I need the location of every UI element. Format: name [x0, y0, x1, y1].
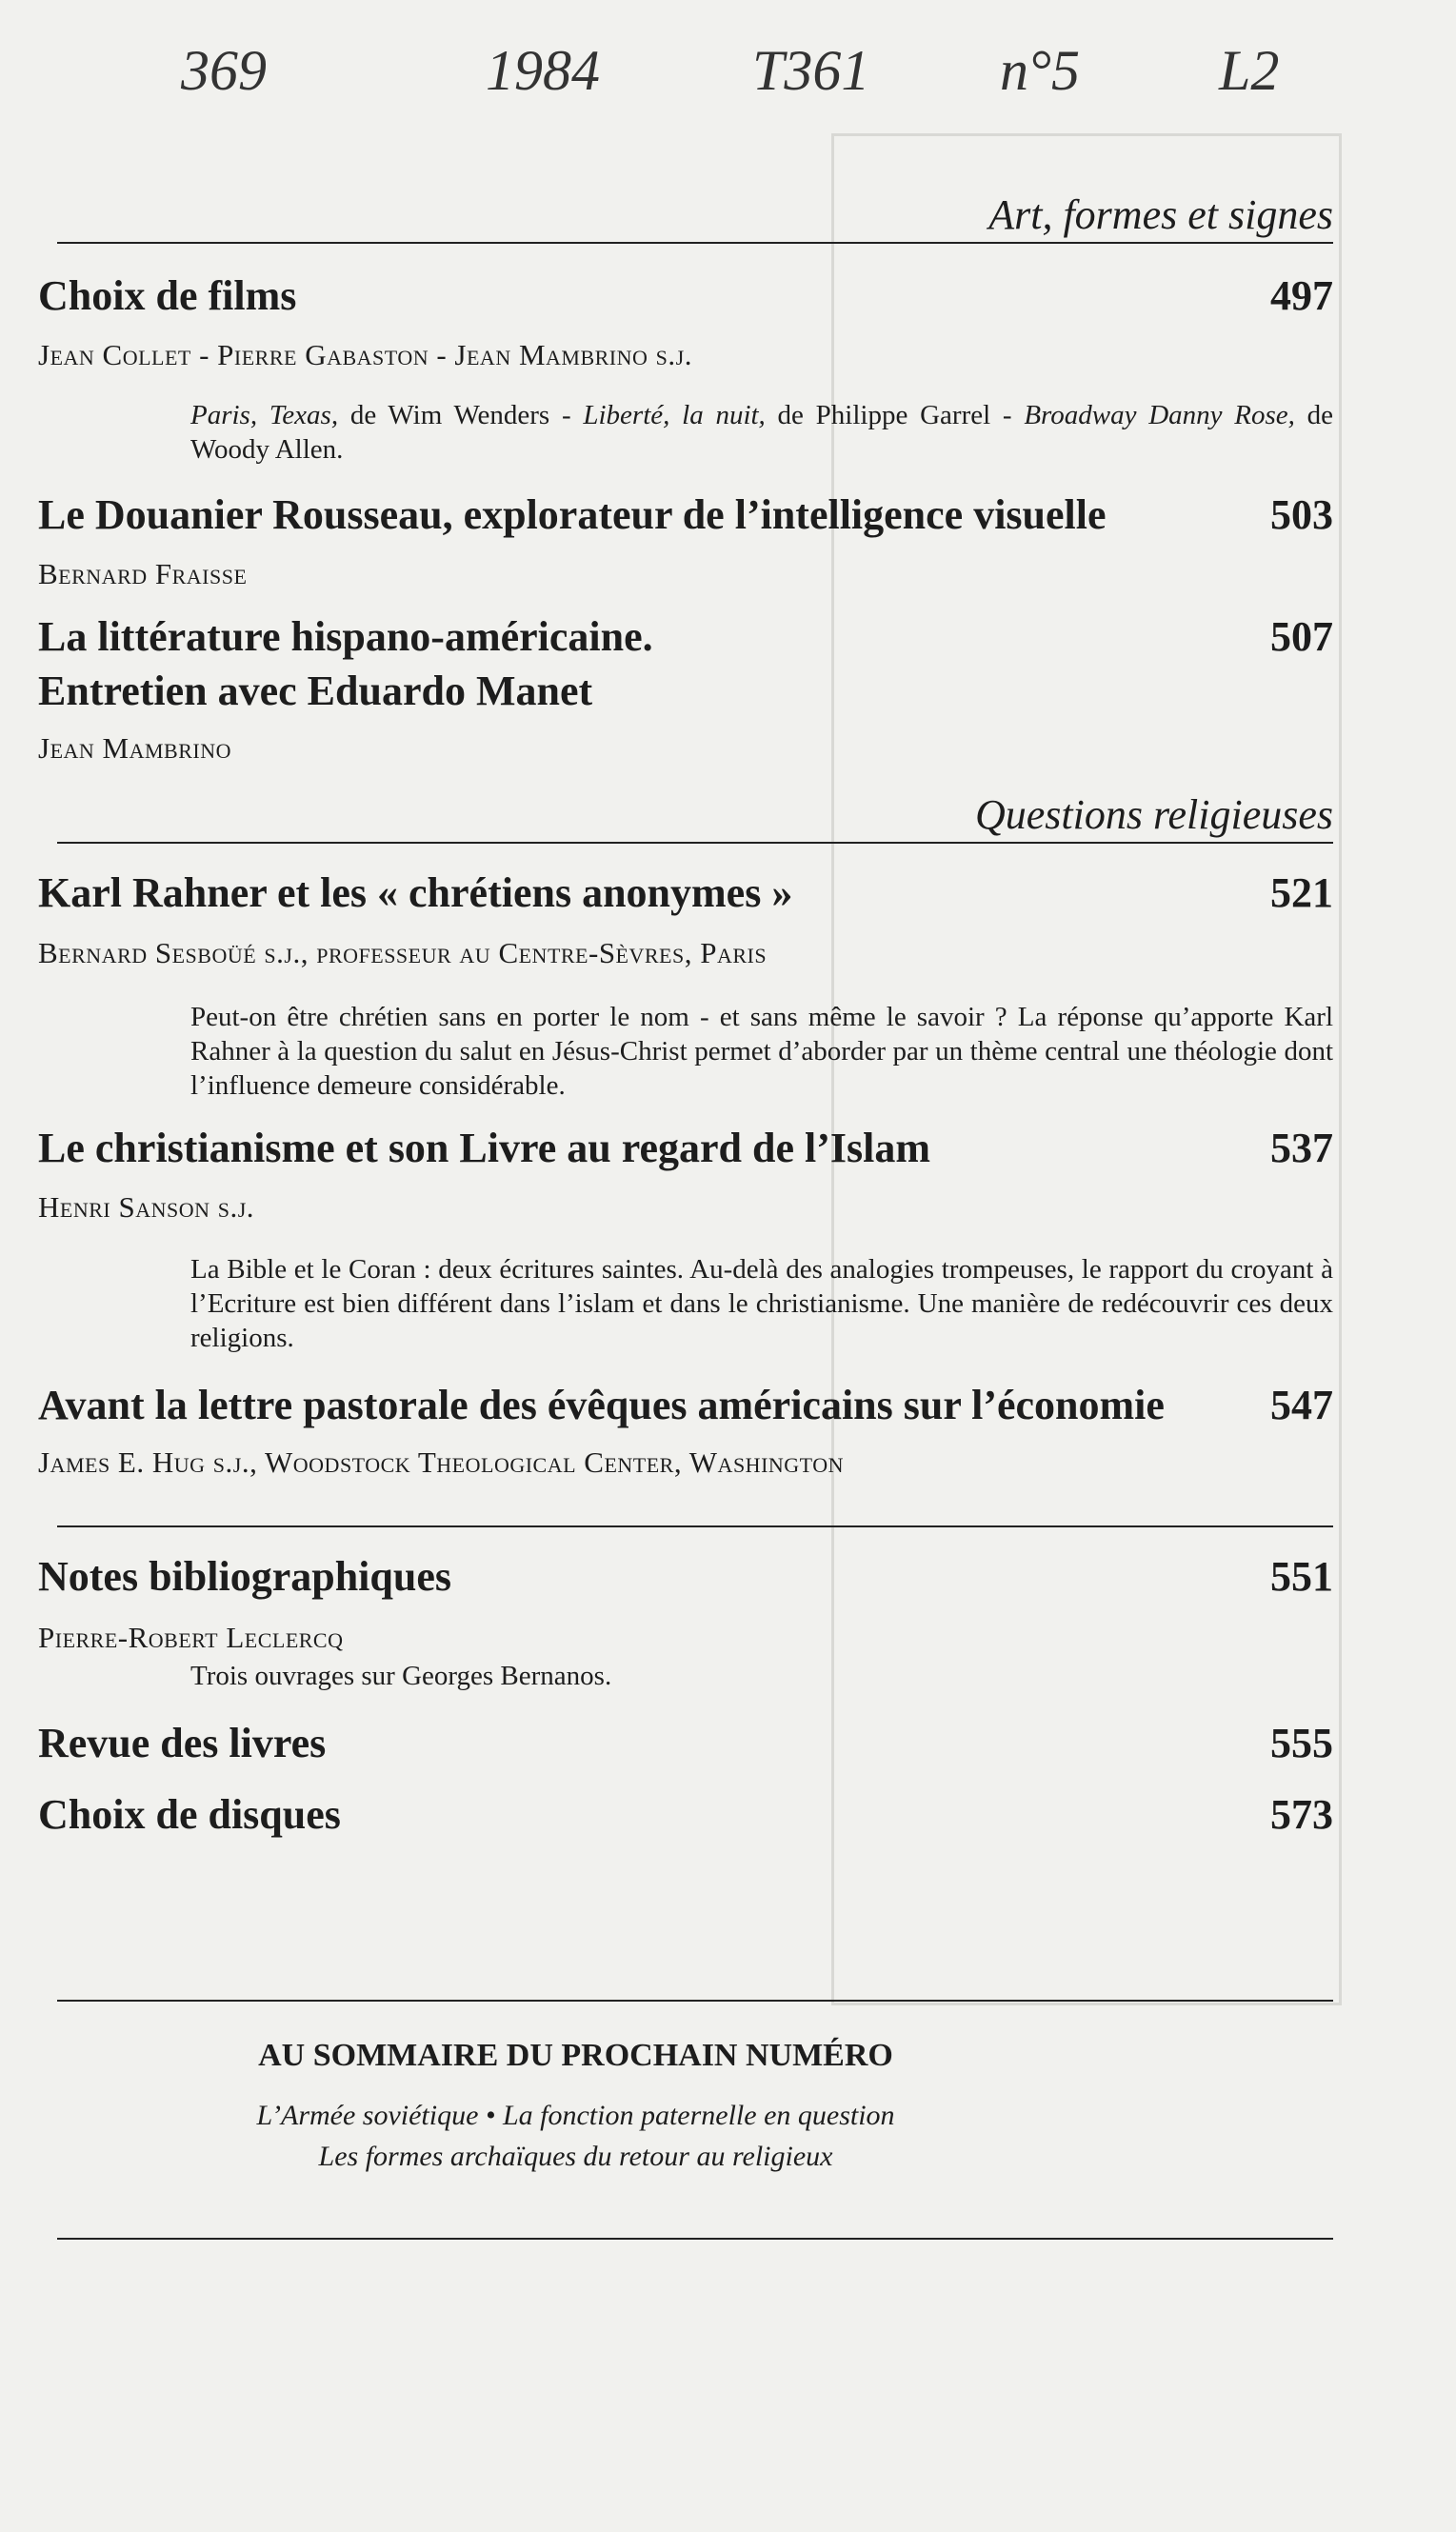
section-rule — [57, 242, 1333, 244]
entry-title-text: La littérature hispano-américaine. — [38, 613, 653, 660]
page-number: 521 — [1270, 869, 1333, 916]
section-rule — [57, 2238, 1333, 2240]
desc-text: de Philippe Garrel - — [765, 400, 1025, 430]
entry-title-text: Choix de disques — [38, 1791, 341, 1838]
page-number: 547 — [1270, 1382, 1333, 1428]
bullet-separator: • — [478, 2100, 503, 2131]
page-number: 555 — [1270, 1720, 1333, 1766]
desc-text: de Wim Wenders - — [338, 400, 584, 430]
next-issue-line: L’Armée soviétique • La fonction paternelle en question — [256, 2100, 895, 2131]
entry-title-text: Le Douanier Rousseau, explorateur de l’intelligence visuelle — [38, 491, 1107, 538]
handwritten-note: 1984 — [486, 39, 600, 102]
page-number: 537 — [1270, 1125, 1333, 1171]
entry-title-text: Avant la lettre pastorale des évêques américains sur l’économie — [38, 1382, 1165, 1428]
entry-title-choix-de-disques — [38, 1790, 1333, 1839]
entry-description — [190, 398, 1333, 467]
section-rule — [57, 2000, 1333, 2002]
entry-description: La Bible et le Coran : deux écritures saintes. Au-delà des analogies trompeuses, le rapport du croyant à l’Ecriture est bien différent dans l’islam et dans le christianisme. Une manière de redécouvrir ces deux religions. — [190, 1254, 1333, 1353]
entry-description: Trois ouvrages sur Georges Bernanos. — [190, 1661, 612, 1691]
next-issue-line: Les formes archaïques du retour au religieux — [318, 2141, 833, 2172]
entry-title-text: Le christianisme et son Livre au regard de l’Islam — [38, 1125, 930, 1171]
section-rule — [57, 1525, 1333, 1527]
entry-author: Jean Mambrino — [38, 731, 231, 765]
entry-title-lettre-pastorale — [38, 1381, 1333, 1429]
page-number: 551 — [1270, 1553, 1333, 1600]
film-title: Liberté, la nuit, — [583, 400, 766, 430]
page-number: 503 — [1270, 491, 1333, 538]
film-title: Broadway Danny Rose, — [1024, 400, 1295, 430]
entry-title-text: Notes bibliographiques — [38, 1553, 451, 1600]
entry-title-islam — [38, 1124, 1333, 1172]
page-number: 573 — [1270, 1791, 1333, 1838]
desc-text: de Woody Allen. — [190, 400, 1334, 465]
handwritten-note: L2 — [1219, 39, 1280, 102]
entry-author: James E. Hug s.j., Woodstock Theological Center, Washington — [38, 1445, 844, 1479]
handwritten-note: 369 — [181, 39, 267, 102]
entry-title-notes-biblio — [38, 1552, 1333, 1601]
film-title: Paris, Texas, — [190, 400, 339, 430]
section-heading-art: Art, formes et signes — [988, 191, 1333, 238]
entry-title-text: Entretien avec Eduardo Manet — [38, 668, 593, 714]
entry-title-karl-rahner — [38, 868, 1333, 917]
entry-title-text: Karl Rahner et les « chrétiens anonymes » — [38, 869, 793, 916]
entry-author: Jean Collet - Pierre Gabaston - Jean Mambrino s.j. — [38, 338, 692, 371]
handwritten-note: n°5 — [1000, 39, 1080, 102]
entry-author: Bernard Fraisse — [38, 557, 248, 590]
section-rule — [57, 842, 1333, 844]
handwritten-note: T361 — [752, 39, 870, 102]
entry-title-litterature — [38, 612, 1333, 661]
page-number: 507 — [1270, 613, 1333, 660]
entry-author: Henri Sanson s.j. — [38, 1190, 255, 1224]
section-heading-religion: Questions religieuses — [975, 791, 1333, 838]
entry-title-text: Revue des livres — [38, 1720, 327, 1766]
next-issue-heading: AU SOMMAIRE DU PROCHAIN NUMÉRO — [258, 2038, 893, 2073]
entry-description: Peut-on être chrétien sans en porter le nom - et sans même le savoir ? La réponse qu’apporte Karl Rahner à la question du salut en Jésus-Christ permet d’aborder par un thème central une théologie dont l’influence demeure considérable. — [190, 1002, 1333, 1101]
entry-title-revue-des-livres — [38, 1719, 1333, 1767]
entry-title-litterature-line2 — [38, 667, 1333, 715]
entry-title-text: Choix de films — [38, 272, 297, 319]
entry-title-choix-de-films — [38, 271, 1333, 320]
page-number: 497 — [1270, 272, 1333, 319]
entry-author: Pierre-Robert Leclercq — [38, 1621, 344, 1654]
entry-title-douanier-rousseau — [38, 490, 1333, 539]
entry-author: Bernard Sesboüé s.j., professeur au Centre-Sèvres, Paris — [38, 936, 768, 969]
